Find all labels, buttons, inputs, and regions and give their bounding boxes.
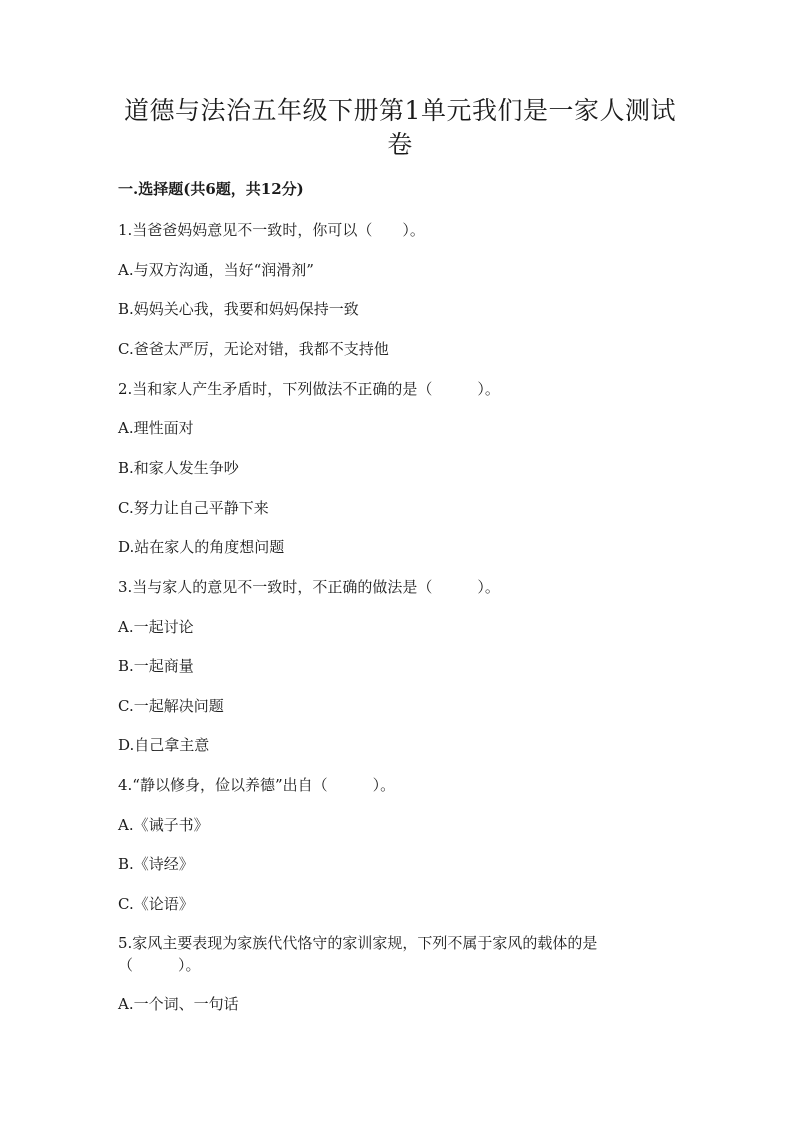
- question-3-stem: 3.当与家人的意见不一致时，不正确的做法是（ ）。: [118, 578, 500, 596]
- section-heading: 一.选择题(共6题，共12分): [118, 180, 304, 198]
- question-3-option-d: D.自己拿主意: [118, 736, 210, 754]
- question-1-option-c: C.爸爸太严厉，无论对错，我都不支持他: [118, 340, 389, 358]
- question-2-option-b: B.和家人发生争吵: [118, 459, 239, 477]
- question-3-option-a: A.一起讨论: [118, 618, 194, 636]
- question-2-stem: 2.当和家人产生矛盾时，下列做法不正确的是（ ）。: [118, 380, 500, 398]
- question-2-option-a: A.理性面对: [118, 419, 194, 437]
- question-4-option-c: C.《论语》: [118, 895, 194, 913]
- question-2-option-d: D.站在家人的角度想问题: [118, 538, 285, 556]
- question-5-option-a: A.一个词、一句话: [118, 995, 239, 1013]
- question-4-option-b: B.《诗经》: [118, 855, 194, 873]
- question-1-option-a: A.与双方沟通，当好“润滑剂”: [118, 261, 314, 279]
- question-3-option-c: C.一起解决问题: [118, 697, 224, 715]
- question-2-option-c: C.努力让自己平静下来: [118, 499, 269, 517]
- question-4-stem: 4.“静以修身，俭以养德”出自（ ）。: [118, 776, 396, 794]
- question-1-stem: 1.当爸爸妈妈意见不一致时，你可以（ ）。: [118, 221, 425, 239]
- question-5-stem: 5.家风主要表现为家族代代恪守的家训家规，下列不属于家风的载体的是（ ）。: [118, 934, 598, 974]
- question-1-option-b: B.妈妈关心我，我要和妈妈保持一致: [118, 300, 359, 318]
- document-title: 道德与法治五年级下册第1单元我们是一家人测试卷: [124, 96, 676, 159]
- question-3-option-b: B.一起商量: [118, 657, 194, 675]
- question-4-option-a: A.《诫子书》: [118, 816, 209, 834]
